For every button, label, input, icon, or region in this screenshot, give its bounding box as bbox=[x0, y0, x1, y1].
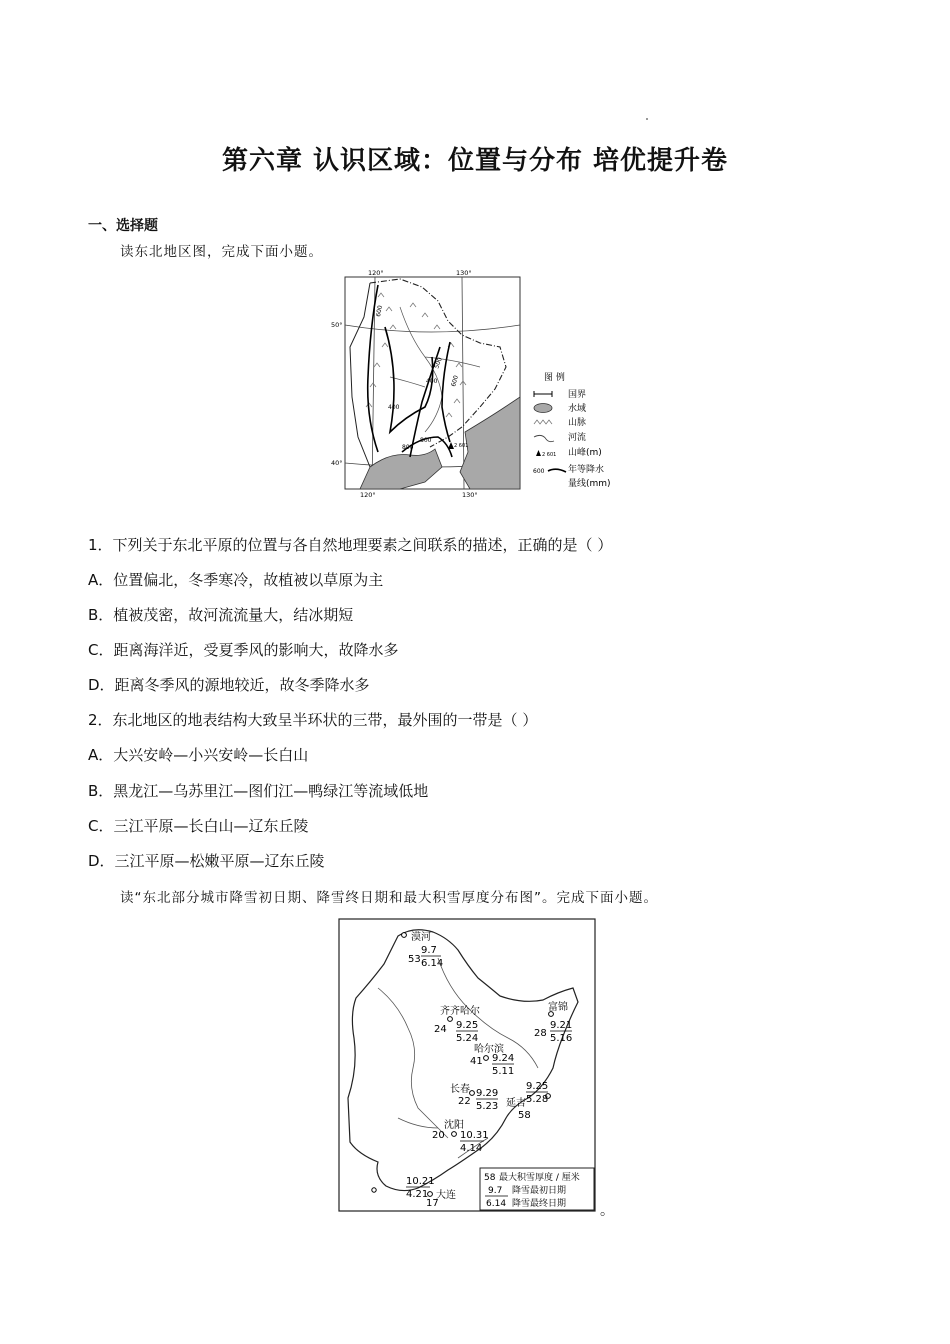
map1-legend-item: 河流 bbox=[568, 433, 587, 443]
map1-lon-label: 130° bbox=[462, 491, 478, 497]
map1-legend-item: 水域 bbox=[568, 404, 587, 414]
city-depth: 53 bbox=[408, 954, 421, 965]
map1-legend-peak-symbol bbox=[536, 450, 541, 456]
city-marker-harbin bbox=[484, 1056, 489, 1061]
city-name: 延吉 bbox=[506, 1098, 526, 1109]
city-marker-mohe bbox=[402, 933, 407, 938]
city-last-date: 4.21 bbox=[406, 1189, 429, 1200]
city-marker-unlabeled bbox=[372, 1188, 376, 1192]
city-name: 沈阳 bbox=[444, 1120, 464, 1131]
map1-iso-label: 800 bbox=[420, 437, 432, 444]
city-first-date: 9.25 bbox=[456, 1020, 479, 1031]
map1-legend-item: 量线(mm) bbox=[568, 479, 611, 489]
city-marker-shenyang bbox=[452, 1132, 457, 1137]
city-last-date: 5.24 bbox=[456, 1033, 479, 1044]
map2-legend-last-value: 6.14 bbox=[486, 1199, 507, 1209]
section-heading: 一、选择题 bbox=[88, 218, 158, 234]
city-first-date: 10.31 bbox=[460, 1130, 489, 1141]
city-name: 齐齐哈尔 bbox=[440, 1006, 480, 1017]
question-1-option-d[interactable]: D．距离冬季风的源地较近，故冬季降水多 bbox=[88, 676, 370, 694]
city-name: 长春 bbox=[450, 1084, 470, 1095]
map1-iso-label: 400 bbox=[388, 404, 400, 411]
question-2-option-d[interactable]: D．三江平原—松嫩平原—辽东丘陵 bbox=[88, 852, 325, 870]
map1-iso-label: 600 bbox=[375, 304, 384, 318]
map1-legend-peak-value: 2 601 bbox=[542, 452, 557, 458]
map1-legend-item: 山脉 bbox=[568, 418, 587, 428]
city-name: 哈尔滨 bbox=[474, 1044, 504, 1055]
map1-lon-label: 130° bbox=[456, 269, 472, 277]
intro-text-2: 读“东北部分城市降雪初日期、降雪终日期和最大积雪厚度分布图”。完成下面小题。 bbox=[120, 890, 658, 906]
city-depth: 22 bbox=[458, 1096, 471, 1107]
city-name: 富锦 bbox=[548, 1002, 568, 1013]
map1-iso-label: 400 bbox=[426, 378, 438, 385]
page-title: 第六章 认识区域：位置与分布 培优提升卷 bbox=[221, 146, 729, 176]
city-first-date: 9.24 bbox=[492, 1053, 515, 1064]
question-1-option-b[interactable]: B．植被茂密，故河流流量大，结冰期短 bbox=[88, 606, 354, 624]
question-1-stem: 1．下列关于东北平原的位置与各自然地理要素之间联系的描述，正确的是（ ） bbox=[88, 536, 613, 554]
map1-iso-label: 800 bbox=[402, 444, 414, 451]
map2-legend-depth-label: 最大积雪厚度 / 厘米 bbox=[499, 1173, 580, 1183]
city-depth: 24 bbox=[434, 1024, 447, 1035]
question-1-option-c[interactable]: C．距离海洋近，受夏季风的影响大，故降水多 bbox=[88, 641, 399, 659]
northeast-map bbox=[330, 267, 630, 497]
question-2-option-a[interactable]: A．大兴安岭—小兴安岭—长白山 bbox=[88, 746, 309, 764]
city-name: 大连 bbox=[436, 1190, 456, 1201]
city-depth: 17 bbox=[426, 1198, 439, 1209]
city-depth: 58 bbox=[518, 1110, 531, 1121]
city-first-date: 9.7 bbox=[421, 945, 437, 956]
question-2-option-b[interactable]: B．黑龙江—乌苏里江—图们江—鸭绿江等流域低地 bbox=[88, 782, 429, 800]
map2-legend-depth-value: 58 bbox=[484, 1173, 496, 1183]
city-first-date: 9.25 bbox=[526, 1081, 549, 1092]
question-2-option-c[interactable]: C．三江平原—长白山—辽东丘陵 bbox=[88, 817, 309, 835]
city-name: 漠河 bbox=[411, 932, 431, 943]
snow-distribution-map bbox=[338, 918, 598, 1214]
city-first-date: 10.21 bbox=[406, 1176, 435, 1187]
map1-legend-item: 山峰(m) bbox=[568, 448, 602, 458]
city-last-date: 4.14 bbox=[460, 1143, 483, 1154]
map1-peak-label: 2 601 bbox=[454, 443, 469, 449]
city-first-date: 9.21 bbox=[550, 1020, 573, 1031]
stray-dot bbox=[646, 118, 648, 120]
city-marker-qiqihar bbox=[448, 1017, 453, 1022]
map1-iso-label: 500 bbox=[433, 356, 444, 370]
trailing-mark: 。 bbox=[600, 1203, 614, 1219]
city-marker-changchun bbox=[470, 1091, 475, 1096]
map1-lat-label: 50° bbox=[331, 321, 343, 329]
map1-legend-isoline-symbol bbox=[548, 469, 566, 472]
map1-legend-border-symbol bbox=[534, 391, 552, 397]
map1-legend-title: 图 例 bbox=[544, 373, 565, 383]
city-last-date: 5.23 bbox=[476, 1101, 499, 1112]
question-1-option-a[interactable]: A．位置偏北，冬季寒冷，故植被以草原为主 bbox=[88, 571, 384, 589]
city-last-date: 5.11 bbox=[492, 1066, 515, 1077]
intro-text-1: 读东北地区图，完成下面小题。 bbox=[120, 244, 323, 260]
map1-legend-item: 国界 bbox=[568, 390, 587, 400]
map2-legend-last-label: 降雪最终日期 bbox=[512, 1199, 567, 1209]
city-last-date: 5.28 bbox=[526, 1094, 549, 1105]
map1-iso-label: 600 bbox=[450, 374, 460, 388]
city-last-date: 5.16 bbox=[550, 1033, 573, 1044]
map1-lon-label: 120° bbox=[360, 491, 376, 497]
map1-lat-label: 40° bbox=[331, 459, 343, 467]
map2-legend-first-value: 9.7 bbox=[488, 1186, 503, 1196]
map1-legend-river-symbol bbox=[534, 435, 554, 441]
city-first-date: 9.29 bbox=[476, 1088, 499, 1099]
city-marker-dalian bbox=[428, 1192, 433, 1197]
map1-legend-item: 年等降水 bbox=[568, 465, 605, 475]
question-2-stem: 2．东北地区的地表结构大致呈半环状的三带，最外围的一带是（ ） bbox=[88, 711, 538, 729]
map2-legend-first-label: 降雪最初日期 bbox=[512, 1186, 567, 1196]
map1-legend-mountain-symbol bbox=[534, 420, 552, 424]
city-depth: 28 bbox=[534, 1028, 547, 1039]
city-depth: 20 bbox=[432, 1130, 445, 1141]
city-last-date: 6.14 bbox=[421, 958, 444, 969]
city-depth: 41 bbox=[470, 1056, 483, 1067]
map1-lon-label: 120° bbox=[368, 269, 384, 277]
map1-legend-water-symbol bbox=[534, 404, 552, 413]
map1-legend-iso-value: 600 bbox=[533, 468, 545, 475]
